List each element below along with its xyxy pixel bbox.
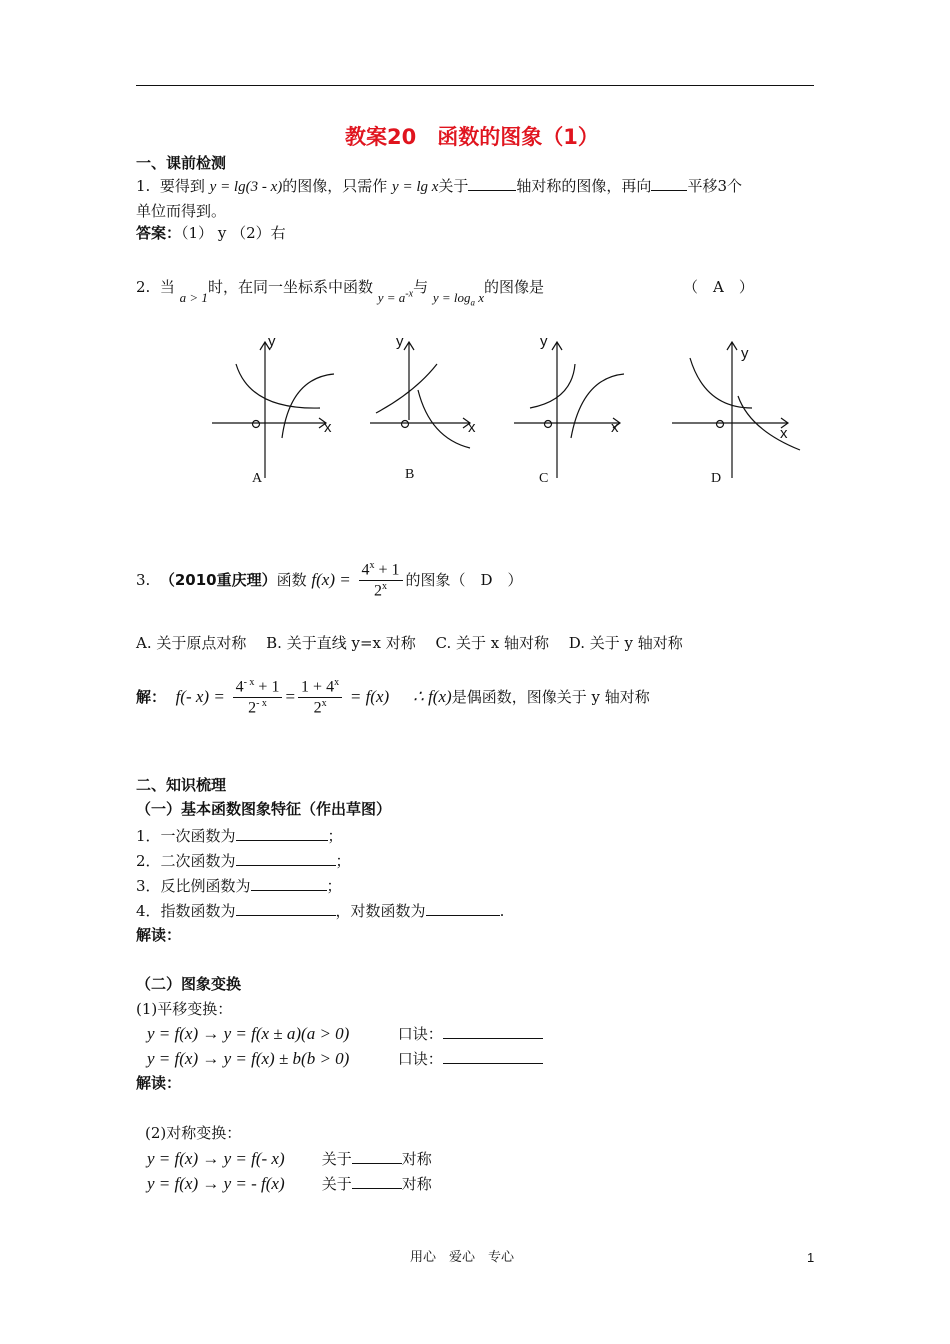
section2-sub1: （一）基本函数图象特征（作出草图） — [136, 800, 392, 818]
koujue-blank-2[interactable] — [443, 1049, 543, 1064]
page-number: 1 — [807, 1250, 815, 1265]
q1-expr1: y = lg(3 - x) — [209, 179, 283, 195]
svg-text:x: x — [780, 425, 788, 442]
list-item-1: 1．一次函数为 ； — [136, 827, 343, 845]
symmetry-heading: (2)对称变换： — [145, 1124, 242, 1142]
koujue-blank-1[interactable] — [443, 1024, 543, 1039]
question-1: 1. 要得到 y = lg(3 - x)的图像，只需作 y = lg x关于 轴对称的图像，再向 平移3个 — [136, 177, 742, 195]
section2-heading: 二、知识梳理 — [136, 776, 227, 794]
section1-heading: 一、课前检测 — [136, 154, 227, 172]
footer-text: 用心 爱心 专心 — [410, 1250, 515, 1265]
solution-3: 解： f(- x) = $\frac{4^{- x} + 1}{2^{- x}}$ = $\frac{1 + 4^x}{2^x}$ = f(x) ∴ f(x)是偶函数，图像关于 y 轴对称 — [136, 677, 650, 717]
svg-text:x: x — [468, 419, 476, 436]
translation-row-2: y = f(x) → y = f(x) ± b(b > 0) 口诀： — [147, 1048, 543, 1069]
blank-linear[interactable] — [236, 826, 328, 841]
symmetry-row-1: y = f(x) → y = f(- x) 关于 对称 — [147, 1149, 432, 1168]
answer-1: 答案：（1） y （2）右 — [136, 224, 286, 242]
symmetry-row-2: y = f(x) → y = - f(x) 关于 对称 — [147, 1174, 432, 1193]
graph-a — [212, 342, 334, 478]
header-rule — [136, 85, 814, 86]
blank-quadratic[interactable] — [236, 851, 336, 866]
question-3-options: A. 关于原点对称 B. 关于直线 y=x 对称 C. 关于 x 轴对称 D. 关于 y 轴对称 — [136, 634, 683, 652]
list-item-3: 3．反比例函数为 ； — [136, 877, 342, 895]
blank-inverse[interactable] — [251, 876, 327, 891]
symmetry-blank-2[interactable] — [352, 1174, 402, 1189]
graph-b — [370, 342, 470, 448]
svg-text:y: y — [741, 345, 749, 362]
q1-expr2: y = lg x — [392, 179, 439, 195]
jiedu-2: 解读： — [136, 1074, 182, 1092]
graph-label-b: B — [405, 467, 415, 482]
translation-heading: (1)平移变换： — [136, 1000, 233, 1018]
graph-d — [672, 342, 800, 478]
q3-fraction: $\frac{4^x + 1}{2^x}$ — [359, 560, 403, 602]
blank-exponential[interactable] — [236, 901, 336, 916]
q1-blank-1[interactable] — [468, 176, 516, 191]
svg-text:y: y — [540, 333, 548, 350]
jiedu-1: 解读： — [136, 926, 182, 944]
section2-sub2: （二）图象变换 — [136, 975, 242, 993]
graph-label-a: A — [252, 471, 263, 486]
svg-text:x: x — [611, 419, 619, 436]
q1-blank-2[interactable] — [651, 176, 687, 191]
question-2: 2. 当 a > 1时，在同一坐标系中函数 $y = a^{-x}$与 $y = \log_a x$的图像是 — [136, 278, 545, 308]
question-3: 3. （2010重庆理）函数 f(x) = $\frac{4^x + 1}{2^x}$ 的图象（ D ） — [136, 560, 523, 600]
blank-logarithm[interactable] — [426, 901, 500, 916]
translation-row-1: y = f(x) → y = f(x ± a)(a > 0) 口诀： — [147, 1023, 543, 1044]
graph-c — [514, 342, 624, 478]
symmetry-blank-1[interactable] — [352, 1149, 402, 1164]
graphs-figure — [200, 330, 810, 490]
graph-label-c: C — [539, 471, 549, 486]
svg-text:y: y — [268, 333, 276, 350]
question-2-answer: （ A ） — [683, 278, 754, 296]
list-item-2: 2．二次函数为 ； — [136, 852, 351, 870]
page-title: 教案20 函数的图象（1） — [345, 125, 599, 149]
graph-label-d: D — [711, 471, 722, 486]
list-item-4: 4．指数函数为 ，对数函数为 . — [136, 902, 505, 920]
svg-text:y: y — [396, 333, 404, 350]
svg-text:x: x — [324, 419, 332, 436]
question-1-line2: 单位而得到。 — [136, 202, 227, 220]
